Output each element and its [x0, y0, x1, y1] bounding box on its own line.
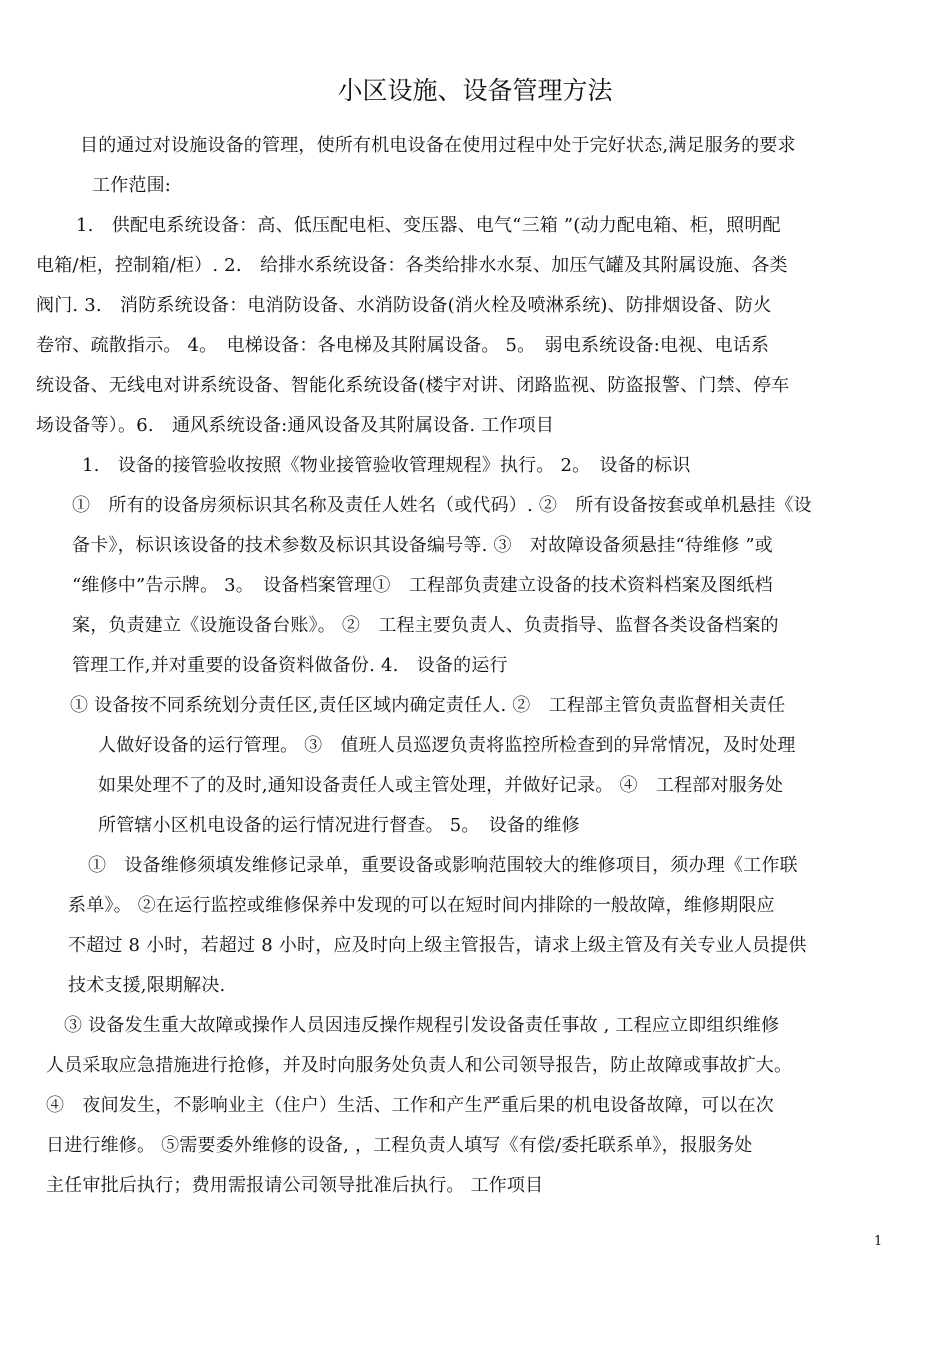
repair-line-9: 主任审批后执行；费用需报请公司领导批准后执行。 工作项目 [46, 1175, 544, 1196]
repair-line-3: 不超过 8 小时，若超过 8 小时，应及时向上级主管报告，请求上级主管及有关专业人员提供 [68, 935, 807, 956]
scope-line-2: 电箱/柜，控制箱/柜）. 2. 给排水系统设备：各类给排水水泵、加压气罐及其附属设施、各类 [36, 255, 788, 276]
operation-line-4: 所管辖小区机电设备的运行情况进行督查。 5。 设备的维修 [98, 815, 580, 836]
repair-line-8: 日进行维修。 ⑤需要委外维修的设备, ，工程负责人填写《有偿/委托联系单》，报服务处 [46, 1135, 753, 1156]
page-title: 小区设施、设备管理方法 [337, 76, 613, 105]
operation-line-2: 人做好设备的运行管理。 ③ 值班人员巡逻负责将监控所检查到的异常情况，及时处理 [98, 735, 796, 756]
items-line-6: 管理工作,并对重要的设备资料做备份. 4. 设备的运行 [72, 655, 508, 676]
items-line-5: 案，负责建立《设施设备台账》。 ② 工程主要负责人、负责指导、监督各类设备档案的 [72, 615, 779, 636]
scope-line-4: 卷帘、疏散指示。 4。 电梯设备：各电梯及其附属设备。 5。 弱电系统设备:电视、电话系 [36, 335, 770, 356]
items-line-2: ① 所有的设备房须标识其名称及责任人姓名（或代码）. ② 所有设备按套或单机悬挂《设 [72, 495, 812, 516]
repair-line-1: ① 设备维修须填发维修记录单，重要设备或影响范围较大的维修项目，须办理《工作联 [88, 855, 798, 876]
scope-line-6: 场设备等）。6. 通风系统设备:通风设备及其附属设备. 工作项目 [36, 415, 555, 436]
scope-line-1: 1. 供配电系统设备：高、低压配电柜、变压器、电气“三箱 ”(动力配电箱、柜，照明配 [76, 215, 781, 236]
scope-line-5: 统设备、无线电对讲系统设备、智能化系统设备(楼宇对讲、闭路监视、防盗报警、门禁、停车 [36, 375, 790, 396]
repair-line-4: 技术支援,限期解决. [68, 975, 226, 996]
repair-line-7: ④ 夜间发生，不影响业主（住户）生活、工作和产生严重后果的机电设备故障，可以在次 [46, 1095, 774, 1116]
items-line-1: 1. 设备的接管验收按照《物业接管验收管理规程》执行。 2。 设备的标识 [82, 455, 691, 476]
scope-heading: 工作范围: [92, 175, 172, 196]
repair-line-2: 系单》。 ②在运行监控或维修保养中发现的可以在短时间内排除的一般故障，维修期限应 [68, 895, 775, 916]
repair-line-6: 人员采取应急措施进行抢修，并及时向服务处负责人和公司领导报告，防止故障或事故扩大。 [46, 1055, 793, 1076]
page-number: 1 [874, 1234, 883, 1249]
items-line-4: “维修中”告示牌。 3。 设备档案管理① 工程部负责建立设备的技术资料档案及图纸档 [72, 575, 773, 596]
operation-line-3: 如果处理不了的及时,通知设备责任人或主管处理，并做好记录。 ④ 工程部对服务处 [98, 775, 784, 796]
items-line-3: 备卡》，标识该设备的技术参数及标识其设备编号等. ③ 对故障设备须悬挂“待维修 ”或 [72, 535, 773, 556]
operation-line-1: ① 设备按不同系统划分责任区,责任区域内确定责任人. ② 工程部主管负责监督相关责任 [70, 695, 786, 716]
purpose-line: 目的通过对设施设备的管理，使所有机电设备在使用过程中处于完好状态,满足服务的要求 [80, 135, 796, 156]
repair-line-5: ③ 设备发生重大故障或操作人员因违反操作规程引发设备责任事故 , 工程应立即组织维修 [64, 1015, 780, 1036]
scope-line-3: 阀门. 3. 消防系统设备：电消防设备、水消防设备(消火栓及喷淋系统)、防排烟设备、防火 [36, 295, 772, 316]
